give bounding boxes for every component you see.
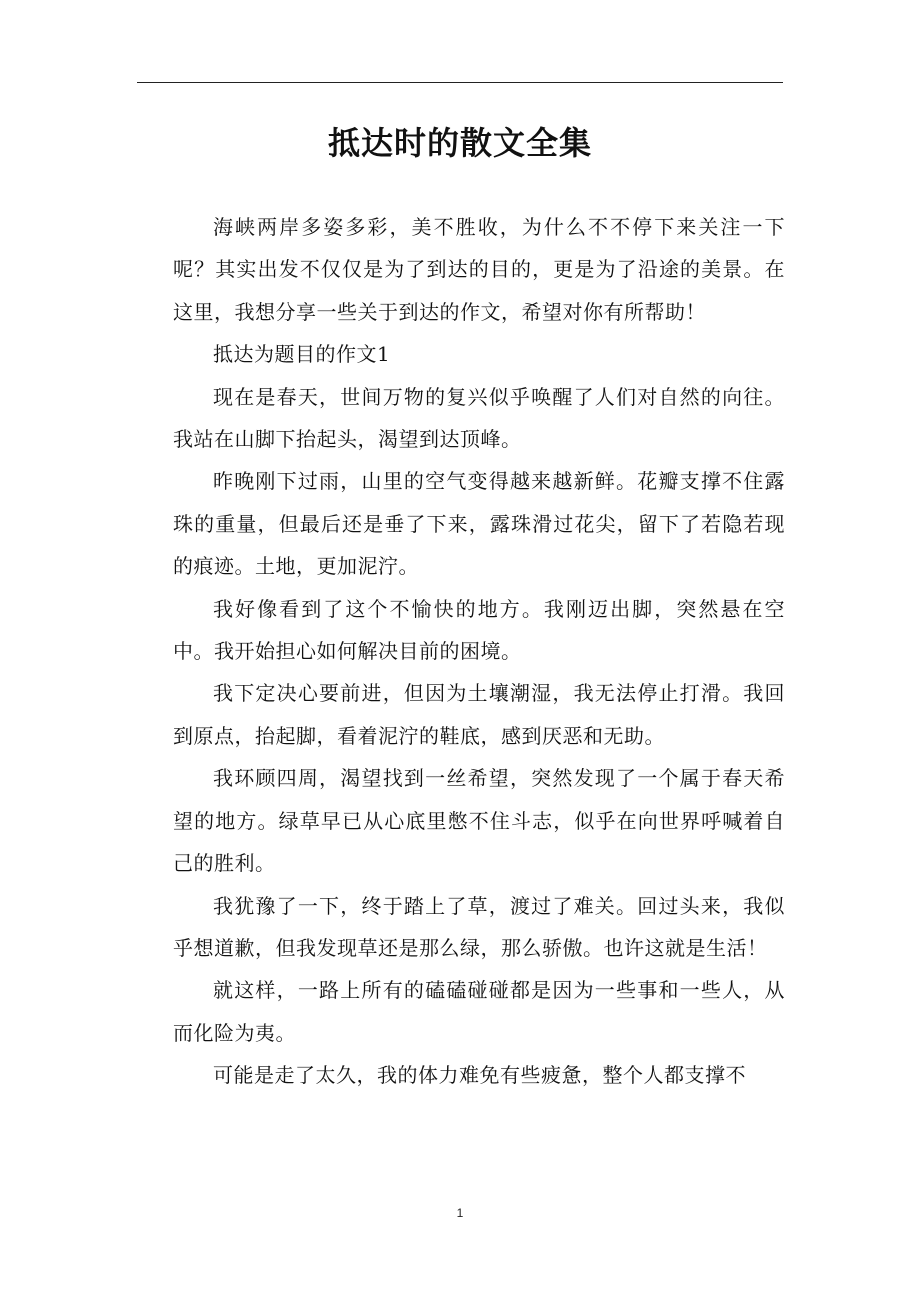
article-body bbox=[173, 206, 785, 1097]
paragraph: 我环顾四周，渴望找到一丝希望，突然发现了一个属于春天希望的地方。绿草早已从心底里憋不住斗志，似乎在向世界呼喊着自己的胜利。 bbox=[173, 766, 785, 876]
paragraph: 可能是走了太久，我的体力难免有些疲惫，整个人都支撑不 bbox=[213, 1063, 746, 1088]
paragraph: 我好像看到了这个不愉快的地方。我刚迈出脚，突然悬在空中。我开始担心如何解决目前的困境。 bbox=[173, 596, 785, 664]
page-title: 抵达时的散文全集 bbox=[327, 124, 592, 162]
paragraph: 就这样，一路上所有的磕磕碰碰都是因为一些事和一些人，从而化险为夷。 bbox=[173, 978, 785, 1045]
paragraph: 现在是春天，世间万物的复兴似乎唤醒了人们对自然的向往。我站在山脚下抬起头，渴望到达顶峰。 bbox=[173, 384, 785, 452]
page-number: 1 bbox=[456, 1206, 464, 1220]
paragraph: 我犹豫了一下，终于踏上了草，渡过了难关。回过头来，我似乎想道歉，但我发现草还是那么绿，那么骄傲。也许这就是生活！ bbox=[173, 893, 785, 960]
paragraph: 我下定决心要前进，但因为土壤潮湿，我无法停止打滑。我回到原点，抬起脚，看着泥泞的鞋底，感到厌恶和无助。 bbox=[173, 681, 785, 748]
header-rule bbox=[137, 82, 783, 83]
paragraph-intro: 海峡两岸多姿多彩，美不胜收，为什么不不停下来关注一下呢？其实出发不仅仅是为了到达的目的，更是为了沿途的美景。在这里，我想分享一些关于到达的作文，希望对你有所帮助！ bbox=[173, 215, 785, 324]
essay-heading: 抵达为题目的作文1 bbox=[213, 342, 391, 367]
paragraph: 昨晚刚下过雨，山里的空气变得越来越新鲜。花瓣支撑不住露珠的重量，但最后还是垂了下来，露珠滑过花尖，留下了若隐若现的痕迹。土地，更加泥泞。 bbox=[173, 469, 785, 579]
